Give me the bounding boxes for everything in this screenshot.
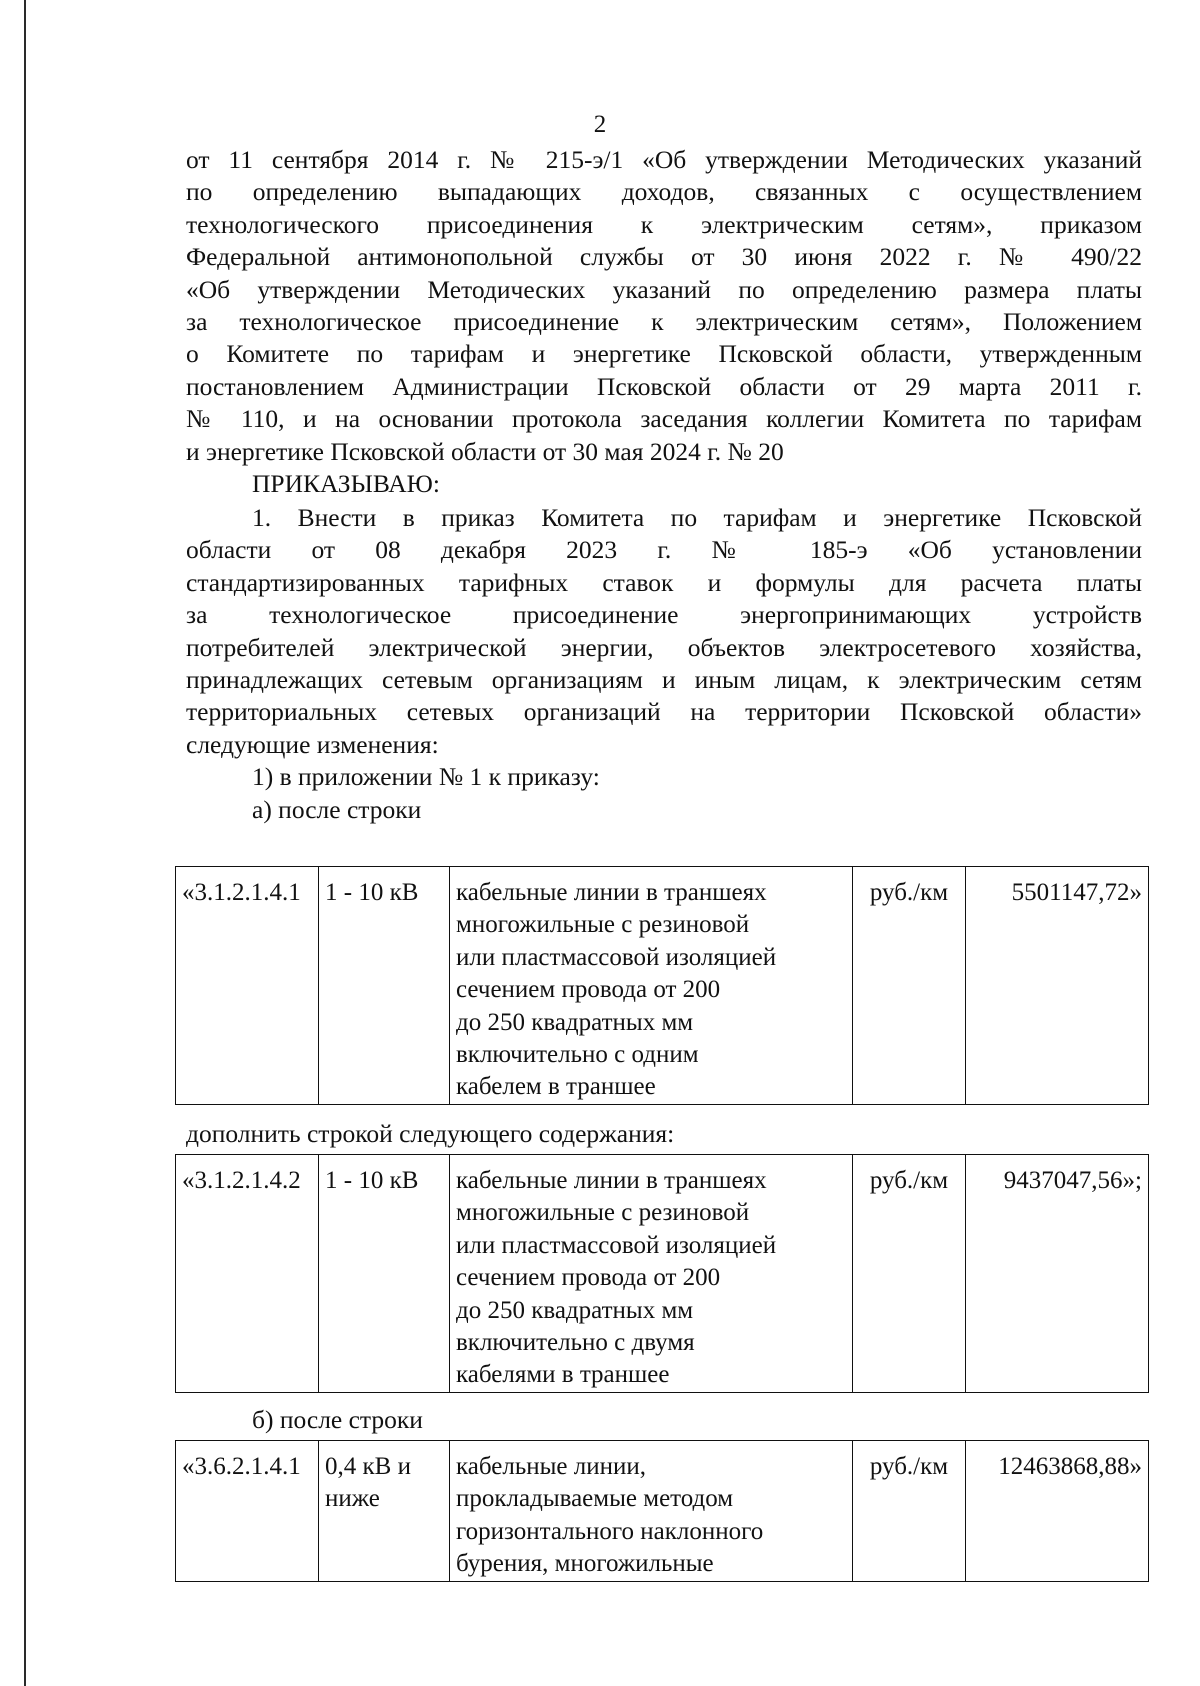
text-line: Федеральной антимонопольной службы от 30 июня 2022 г. № 490/22: [186, 242, 1142, 272]
description-line: до 250 квадратных мм: [456, 1008, 694, 1036]
table-cell-unit: руб./км: [853, 867, 966, 1105]
table-cell-description: [450, 1155, 853, 1393]
order-word: ПРИКАЗЫВАЮ:: [252, 468, 440, 498]
description-line: или пластмассовой изоляцией: [456, 943, 777, 971]
table-row: [176, 1155, 1149, 1393]
page-edge-line: [24, 0, 26, 1686]
description-line: или пластмассовой изоляцией: [456, 1231, 777, 1259]
table-cell-code: «3.1.2.1.4.1: [176, 867, 319, 1105]
rate-table-3: [175, 1440, 1149, 1582]
table-row: [176, 867, 1149, 1105]
text-line: 1. Внести в приказ Комитета по тарифам и энергетике Псковской: [252, 503, 1142, 532]
description-line: до 250 квадратных мм: [456, 1296, 694, 1324]
description-line: бурения, многожильные: [456, 1550, 714, 1578]
text-line: дополнить строкой следующего содержания:: [186, 1119, 675, 1148]
text-line: постановлением Администрации Псковской области от 29 марта 2011 г.: [186, 371, 1142, 401]
text-line: за технологическое присоединение энергопринимающих устройств: [186, 600, 1142, 630]
table-cell-code: «3.1.2.1.4.2: [176, 1155, 319, 1393]
description-line: кабелями в траншее: [456, 1361, 670, 1389]
text-line: от 11 сентября 2014 г. № 215-э/1 «Об утверждении Методических указаний: [186, 145, 1142, 174]
subitem-b-text: [186, 1404, 1142, 1436]
text-line: территориальных сетевых организаций на территории Псковской области»: [186, 697, 1142, 727]
table-cell-value: 5501147,72»: [966, 867, 1149, 1105]
text-line: по определению выпадающих доходов, связанных с осуществлением: [186, 177, 1142, 207]
table-cell-voltage: [319, 1441, 450, 1582]
text-line: «Об утверждении Методических указаний по определению размера платы: [186, 274, 1142, 304]
text-line: потребителей электрической энергии, объектов электросетевого хозяйства,: [186, 632, 1142, 662]
text-line: следующие изменения:: [186, 729, 439, 759]
preamble-paragraph: [186, 144, 1142, 500]
description-line: кабельные линии,: [456, 1453, 646, 1480]
table-row: [176, 1441, 1149, 1582]
table-cell-value: 12463868,88»: [966, 1441, 1149, 1582]
subitem-b: б) после строки: [252, 1405, 423, 1434]
description-line: прокладываемые методом: [456, 1485, 734, 1513]
supplement-text: [186, 1118, 1142, 1150]
description-line: многожильные с резиновой: [456, 911, 750, 939]
text-line: за технологическое присоединение к электрическим сетям», Положением: [186, 306, 1142, 336]
table-cell-unit: руб./км: [853, 1441, 966, 1582]
text-line: № 110, и на основании протокола заседания коллегии Комитета по тарифам: [186, 404, 1142, 434]
table-cell-description: [450, 867, 853, 1105]
description-line: многожильные с резиновой: [456, 1199, 750, 1227]
description-line: горизонтального наклонного: [456, 1517, 764, 1545]
rate-table-2: [175, 1154, 1149, 1393]
description-line: включительно с одним: [456, 1040, 699, 1068]
rate-table-1: [175, 866, 1149, 1105]
text-line: о Комитете по тарифам и энергетике Псковской области, утвержденным: [186, 339, 1142, 369]
description-line: включительно с двумя: [456, 1328, 695, 1356]
description-line: кабельные линии в траншеях: [456, 1167, 767, 1194]
subitem-1: 1) в приложении № 1 к приказу:: [252, 762, 600, 792]
description-line: сечением провода от 200: [456, 976, 721, 1004]
description-line: сечением провода от 200: [456, 1264, 721, 1292]
page-number: 2: [593, 111, 607, 138]
description-line: кабелем в траншее: [456, 1073, 656, 1101]
text-line: технологического присоединения к электрическим сетям», приказом: [186, 209, 1142, 239]
table-cell-value: 9437047,56»;: [966, 1155, 1149, 1393]
table-cell-code: «3.6.2.1.4.1: [176, 1441, 319, 1582]
text-line: области от 08 декабря 2023 г. № 185-э «Об установлении: [186, 535, 1142, 565]
description-line: кабельные линии в траншеях: [456, 879, 767, 906]
text-line: и энергетике Псковской области от 30 мая 2024 г. № 20: [186, 436, 784, 466]
table-cell-description: [450, 1441, 853, 1582]
item1-paragraph: [186, 502, 1142, 826]
subitem-a: а) после строки: [252, 794, 422, 824]
table-cell-voltage: 1 - 10 кВ: [319, 1155, 450, 1393]
text-line: принадлежащих сетевым организациям и иным лицам, к электрическим сетям: [186, 664, 1142, 694]
voltage-line: ниже: [325, 1485, 380, 1513]
table-cell-voltage: 1 - 10 кВ: [319, 867, 450, 1105]
table-cell-unit: руб./км: [853, 1155, 966, 1393]
text-line: стандартизированных тарифных ставок и формулы для расчета платы: [186, 567, 1142, 597]
voltage-line: 0,4 кВ и: [325, 1453, 411, 1480]
